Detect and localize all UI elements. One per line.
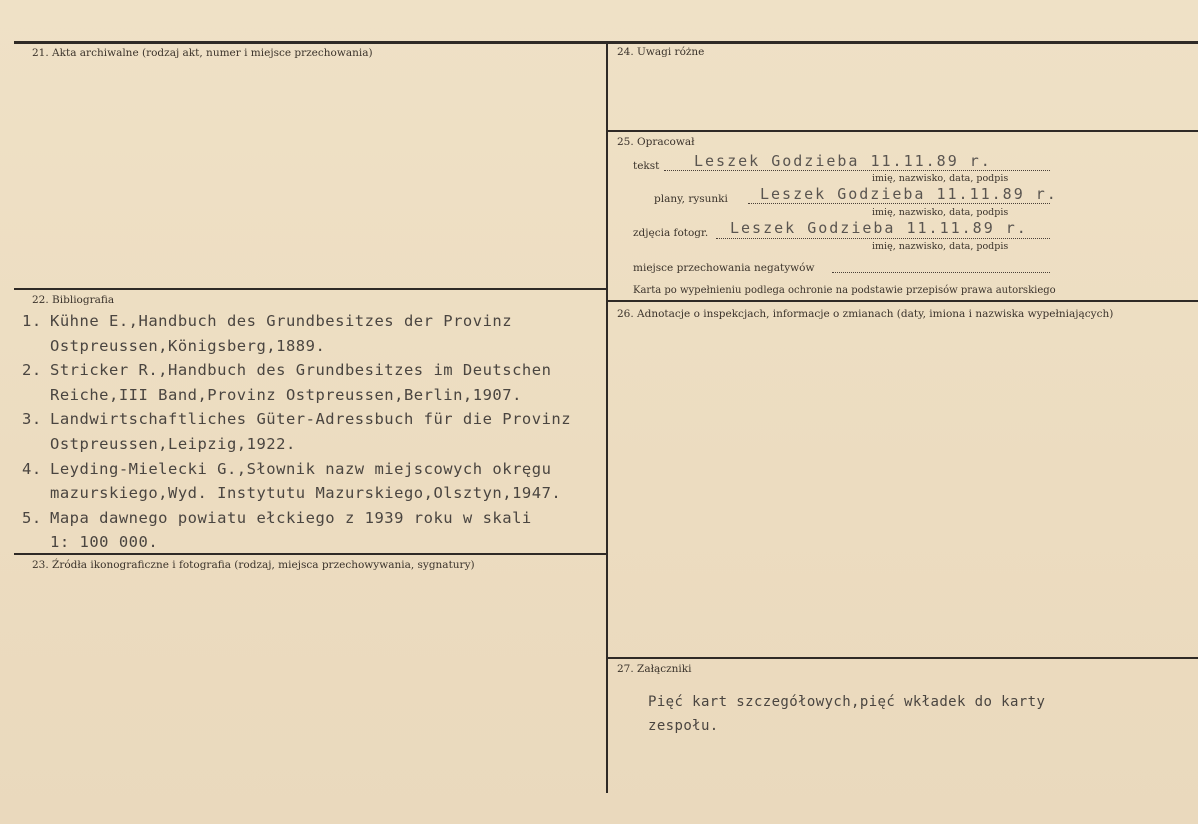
item-line: Reiche,III Band,Provinz Ostpreussen,Berlin,1907. xyxy=(50,385,522,404)
tekst-dotline xyxy=(664,170,1050,171)
zdjecia-label: zdjęcia fotogr. xyxy=(633,227,709,239)
section-24-label: 24. Uwagi różne xyxy=(617,46,705,58)
item-number: 4. xyxy=(22,459,42,478)
item-line: Mapa dawnego powiatu ełckiego z 1939 roku w skali xyxy=(50,508,532,527)
item-number: 3. xyxy=(22,410,42,429)
tekst-caption: imię, nazwisko, data, podpis xyxy=(872,173,1009,184)
attachments-line-2: zespołu. xyxy=(648,718,719,734)
section-23-label: 23. Źródła ikonograficzne i fotografia (rodzaj, miejsca przechowywania, sygnatury) xyxy=(32,559,475,571)
rule-26-top xyxy=(608,300,1198,302)
rule-27-top xyxy=(608,657,1198,659)
negatywy-label: miejsce przechowania negatywów xyxy=(633,262,815,274)
item-number: 1. xyxy=(22,312,42,330)
plany-value: Leszek Godzieba 11.11.89 r. xyxy=(760,185,1058,203)
bibliography-item xyxy=(22,309,571,334)
item-line: Leyding-Mielecki G.,Słownik nazw miejscowych okręgu xyxy=(50,459,552,478)
copyright-note: Karta po wypełnieniu podlega ochronie na podstawie przepisów prawa autorskiego xyxy=(633,285,1056,296)
bibliography-item xyxy=(22,358,571,383)
tekst-label: tekst xyxy=(633,160,660,172)
tekst-value: Leszek Godzieba 11.11.89 r. xyxy=(694,152,992,170)
zdjecia-value: Leszek Godzieba 11.11.89 r. xyxy=(730,219,1028,237)
center-divider xyxy=(606,41,608,793)
item-line: Ostpreussen,Königsberg,1889. xyxy=(50,336,326,355)
item-number: 5. xyxy=(22,508,42,527)
section-26-label: 26. Adnotacje o inspekcjach, informacje o zmianach (daty, imiona i nazwiska wypełniających) xyxy=(617,308,1114,320)
section-22-label: 22. Bibliografia xyxy=(32,294,115,306)
item-line: mazurskiego,Wyd. Instytutu Mazurskiego,Olsztyn,1947. xyxy=(50,484,562,503)
item-line: 1: 100 000. xyxy=(50,533,159,552)
item-number: 2. xyxy=(22,361,42,380)
zdjecia-caption: imię, nazwisko, data, podpis xyxy=(872,241,1009,252)
plany-label: plany, rysunki xyxy=(654,193,728,205)
zdjecia-dotline xyxy=(716,238,1050,239)
item-line: Ostpreussen,Leipzig,1922. xyxy=(50,434,296,453)
rule-25-top xyxy=(608,130,1198,132)
section-27-label: 27. Załączniki xyxy=(617,663,692,675)
attachments-line-1: Pięć kart szczegółowych,pięć wkładek do karty xyxy=(648,694,1046,710)
bibliography-item xyxy=(22,506,571,531)
bibliography-item xyxy=(22,407,571,432)
item-line: Stricker R.,Handbuch des Grundbesitzes im Deutschen xyxy=(50,361,552,380)
bibliography-list xyxy=(22,309,571,555)
item-line: Kühne E.,Handbuch des Grundbesitzes der Provinz xyxy=(50,312,513,330)
section-21-label: 21. Akta archiwalne (rodzaj akt, numer i miejsce przechowania) xyxy=(32,47,373,59)
plany-dotline xyxy=(748,203,1050,204)
section-25-label: 25. Opracował xyxy=(617,136,695,148)
rule-22-top xyxy=(14,288,606,290)
negatywy-dotline xyxy=(832,272,1050,273)
plany-caption: imię, nazwisko, data, podpis xyxy=(872,207,1009,218)
bibliography-item xyxy=(22,457,571,482)
item-line: Landwirtschaftliches Güter-Adressbuch für die Provinz xyxy=(50,410,572,429)
